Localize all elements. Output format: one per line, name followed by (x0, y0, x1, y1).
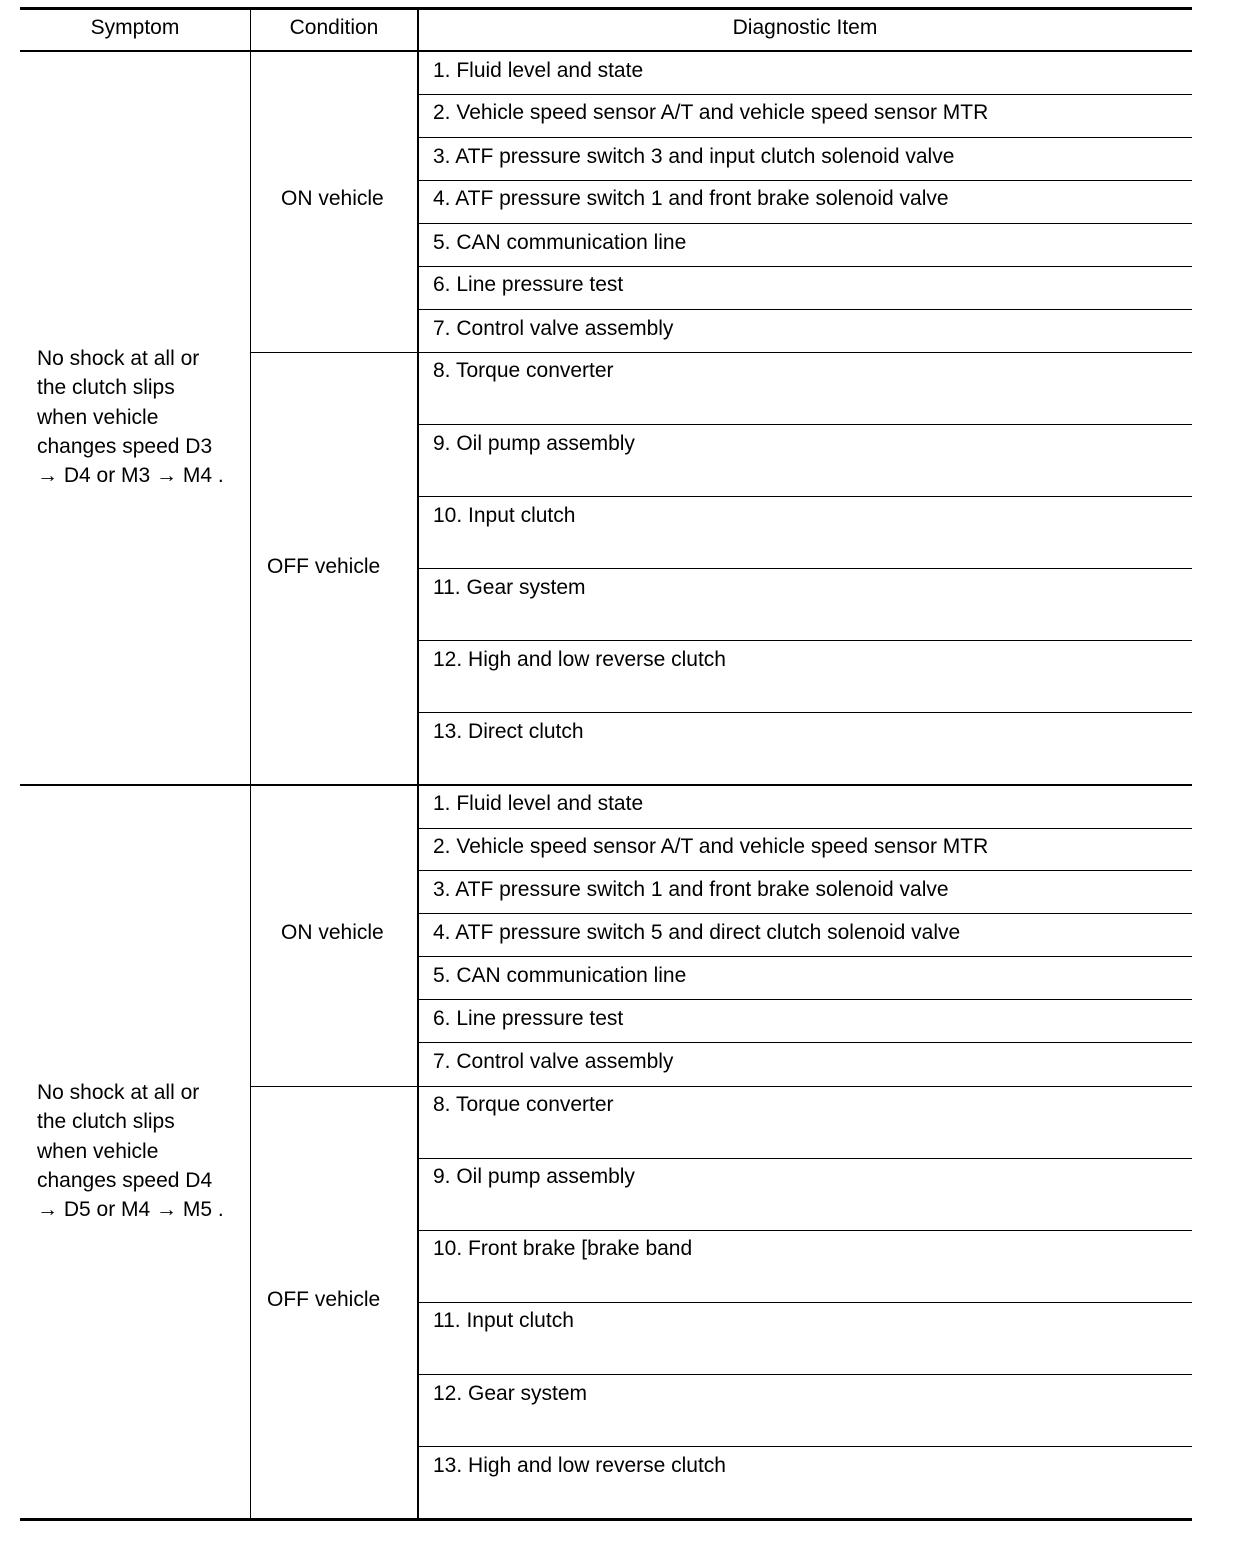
row-rule (418, 870, 1192, 871)
row-rule (418, 1042, 1192, 1043)
diagnostic-item: 9. Oil pump assembly (433, 1165, 635, 1188)
diagnostic-item: 7. Control valve assembly (433, 317, 674, 340)
diagnostic-item: 4. ATF pressure switch 1 and front brake solenoid valve (433, 187, 949, 210)
diagnostic-item: 11. Gear system (433, 576, 586, 599)
diagnostic-item: 10. Input clutch (433, 504, 576, 527)
row-rule (418, 223, 1192, 224)
condition-off-vehicle: OFF vehicle (267, 555, 381, 578)
column-divider-diagnostic (417, 8, 419, 1520)
symptom-cell (37, 1078, 224, 1224)
diagnostic-item: 13. Direct clutch (433, 720, 584, 743)
row-rule (418, 1374, 1192, 1375)
row-rule (418, 828, 1192, 829)
header-bottom-rule (20, 50, 1192, 52)
symptom-line: changes speed D3 (37, 434, 213, 458)
row-rule (418, 999, 1192, 1000)
symptom-line: when vehicle (37, 405, 159, 429)
symptom-line: the clutch slips (37, 1110, 175, 1134)
row-rule (418, 94, 1192, 95)
table-top-rule (20, 7, 1192, 10)
diagnostic-item: 3. ATF pressure switch 3 and input clutch solenoid valve (433, 145, 955, 168)
diagnostic-item: 12. Gear system (433, 1382, 588, 1405)
row-rule (418, 309, 1192, 310)
diagnostic-item: 10. Front brake [brake band (433, 1237, 693, 1260)
diagnostic-item: 9. Oil pump assembly (433, 432, 635, 455)
row-rule (418, 266, 1192, 267)
diagnostic-item: 11. Input clutch (433, 1309, 574, 1332)
row-rule (418, 180, 1192, 181)
diagnostic-item: 8. Torque converter (433, 359, 614, 382)
group-divider-rule (20, 784, 1192, 786)
symptom-line: when vehicle (37, 1139, 159, 1163)
diagnostic-item: 5. CAN communication line (433, 231, 687, 254)
diagnostic-item: 2. Vehicle speed sensor A/T and vehicle speed sensor MTR (433, 835, 989, 858)
diagnostic-item: 3. ATF pressure switch 1 and front brake solenoid valve (433, 878, 949, 901)
symptom-line: changes speed D4 (37, 1168, 213, 1192)
symptom-line: the clutch slips (37, 376, 175, 400)
row-rule (418, 956, 1192, 957)
symptom-line: → D4 or M3 → M4 . (37, 464, 224, 488)
header-diagnostic-item: Diagnostic Item (732, 16, 878, 39)
diagnostic-item: 6. Line pressure test (433, 273, 624, 296)
symptom-line: → D5 or M4 → M5 . (37, 1198, 224, 1222)
diagnostic-item: 4. ATF pressure switch 5 and direct clutch solenoid valve (433, 921, 961, 944)
diagnostic-item: 1. Fluid level and state (433, 59, 644, 82)
diagnostic-item: 8. Torque converter (433, 1093, 614, 1116)
row-rule (418, 352, 1192, 353)
condition-on-vehicle: ON vehicle (281, 921, 384, 944)
diagnostic-item: 1. Fluid level and state (433, 792, 644, 815)
symptom-cell (37, 344, 224, 490)
symptom-line: No shock at all or (37, 1081, 200, 1104)
row-rule (418, 424, 1192, 425)
header-symptom: Symptom (90, 16, 180, 39)
condition-on-vehicle: ON vehicle (281, 187, 384, 210)
symptom-line: No shock at all or (37, 347, 200, 370)
condition-off-vehicle: OFF vehicle (267, 1288, 381, 1311)
condition-divider (250, 1086, 418, 1087)
column-divider-condition (250, 8, 251, 1520)
row-rule (418, 1446, 1192, 1447)
row-rule (418, 496, 1192, 497)
diagnostic-item: 2. Vehicle speed sensor A/T and vehicle speed sensor MTR (433, 101, 989, 124)
row-rule (418, 1230, 1192, 1231)
diagnostic-item: 13. High and low reverse clutch (433, 1454, 726, 1477)
row-rule (418, 640, 1192, 641)
row-rule (418, 137, 1192, 138)
header-condition: Condition (289, 16, 379, 39)
diagnostic-item: 5. CAN communication line (433, 964, 687, 987)
row-rule (418, 1302, 1192, 1303)
row-rule (418, 1158, 1192, 1159)
table-bottom-rule (20, 1518, 1192, 1521)
row-rule (418, 712, 1192, 713)
diagnostic-item: 6. Line pressure test (433, 1007, 624, 1030)
row-rule (418, 568, 1192, 569)
diagnostic-item: 7. Control valve assembly (433, 1050, 674, 1073)
condition-divider (250, 352, 418, 353)
diagnostic-item: 12. High and low reverse clutch (433, 648, 726, 671)
row-rule (418, 1086, 1192, 1087)
row-rule (418, 913, 1192, 914)
